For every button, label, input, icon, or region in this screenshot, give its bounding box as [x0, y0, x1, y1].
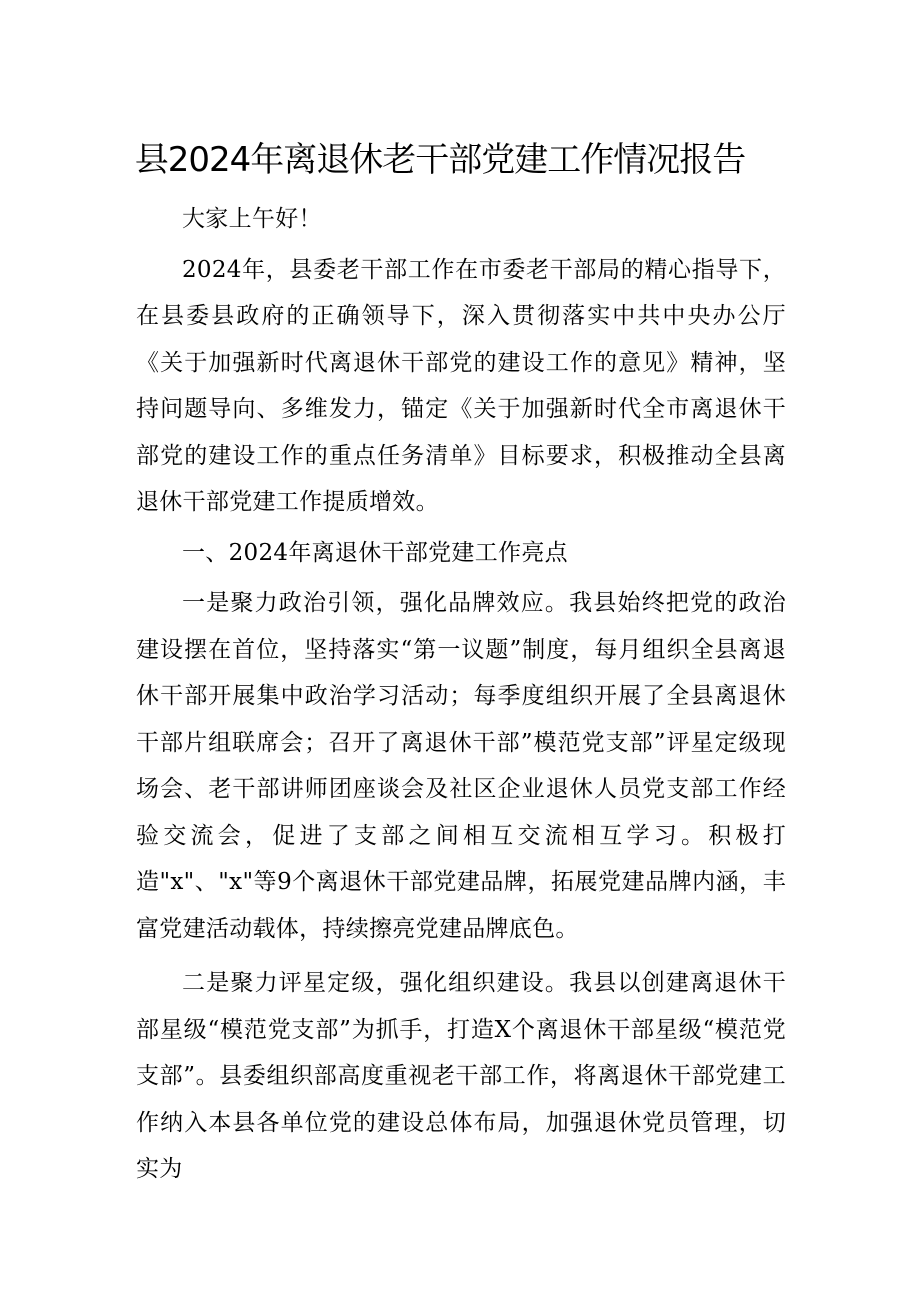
document-title: 县2024年离退休老干部党建工作情况报告	[134, 140, 746, 180]
document-body	[136, 196, 786, 1193]
greeting-paragraph: 大家上午好！	[182, 206, 322, 232]
body-paragraph-organization: 二是聚力评星定级，强化组织建设。我县以创建离退休干部星级“模范党支部”为抓手，打造X个离退休干部星级“模范党支部”。县委组织部高度重视老干部工作，将离退休干部党建工作纳入本县各单位党的建设总体布局，加强退休党员管理，切实为	[136, 970, 786, 1182]
intro-paragraph: 2024年，县委老干部工作在市委老干部局的精心指导下，在县委县政府的正确领导下，深入贯彻落实中共中央办公厅《关于加强新时代离退休干部党的建设工作的意见》精神，坚持问题导向、多维发力，锚定《关于加强新时代全市离退休干部党的建设工作的重点任务清单》目标要求，积极推动全县离退休干部党建工作提质增效。	[136, 256, 786, 515]
body-paragraph-political: 一是聚力政治引领，强化品牌效应。我县始终把党的政治建设摆在首位，坚持落实“第一议题”制度，每月组织全县离退休干部开展集中政治学习活动；每季度组织开展了全县离退休干部片组联席会；召开了离退休干部”模范党支部”评星定级现场会、老干部讲师团座谈会及社区企业退休人员党支部工作经验交流会，促进了支部之间相互交流相互学习。积极打造"x"、"x"等9个离退休干部党建品牌，拓展党建品牌内涵，丰富党建活动载体，持续擦亮党建品牌底色。	[136, 590, 786, 942]
section-heading: 一、2024年离退休干部党建工作亮点	[182, 539, 568, 566]
